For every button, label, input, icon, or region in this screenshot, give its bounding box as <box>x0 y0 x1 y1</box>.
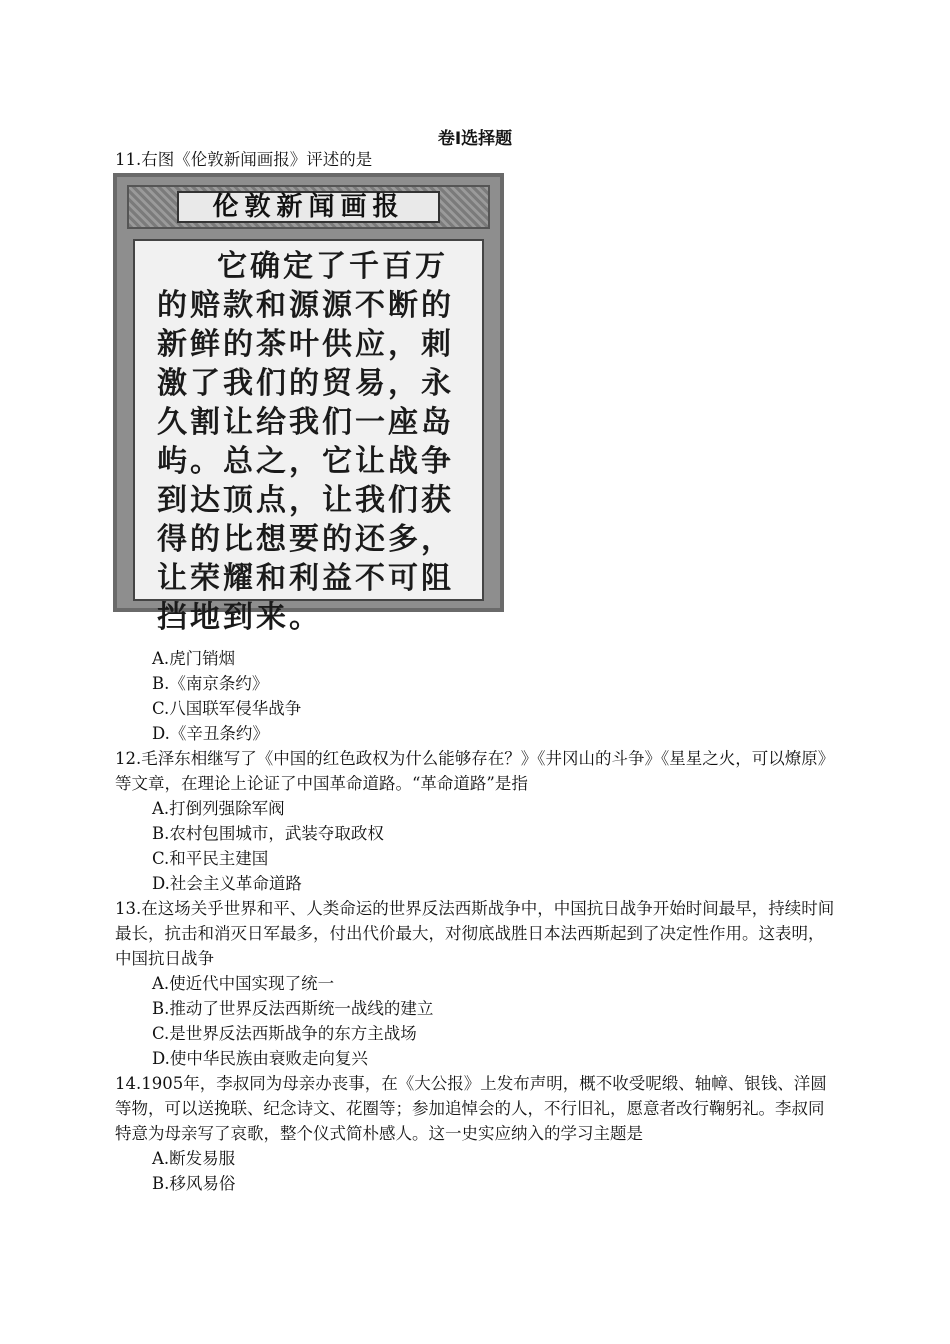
option-a: A.断发易服 <box>152 1149 236 1168</box>
option-d: D.社会主义革命道路 <box>152 874 302 893</box>
question-14 <box>115 1071 835 1196</box>
option-a: A.使近代中国实现了统一 <box>152 974 335 993</box>
option-b: B.《南京条约》 <box>152 674 269 693</box>
newspaper-title: 伦敦新闻画报 <box>177 191 440 223</box>
option-c: C.是世界反法西斯战争的东方主战场 <box>152 1024 417 1043</box>
question-11 <box>115 147 835 172</box>
newspaper-body-text: 它确定了千百万的赔款和源源不断的新鲜的茶叶供应，刺激了我们的贸易，永久割让给我们一座岛屿。总之，它让战争到达顶点，让我们获得的比想要的还多，让荣耀和利益不可阻挡地到来。 <box>133 239 484 601</box>
question-11-options <box>115 646 835 746</box>
question-13 <box>115 896 835 1071</box>
option-b: B.移风易俗 <box>152 1174 236 1193</box>
option-b: B.农村包围城市，武装夺取政权 <box>152 824 384 843</box>
option-a: A.打倒列强除军阀 <box>152 799 285 818</box>
question-stem: 12.毛泽东相继写了《中国的红色政权为什么能够存在？》《井冈山的斗争》《星星之火，可以燎原》等文章，在理论上论证了中国革命道路。“革命道路”是指 <box>115 749 835 793</box>
option-a: A.虎门销烟 <box>152 649 236 668</box>
newspaper-header <box>127 185 490 229</box>
question-stem: 13.在这场关乎世界和平、人类命运的世界反法西斯战争中，中国抗日战争开始时间最早，持续时间最长，抗击和消灭日军最多，付出代价最大，对彻底战胜日本法西斯起到了决定性作用。这表明，中国抗日战争 <box>115 899 835 968</box>
question-12 <box>115 746 835 896</box>
option-d: D.《辛丑条约》 <box>152 724 269 743</box>
section-title: 卷Ⅰ选择题 <box>437 129 513 149</box>
option-c: C.和平民主建国 <box>152 849 269 868</box>
question-stem: 11.右图《伦敦新闻画报》评述的是 <box>115 150 373 169</box>
option-d: D.使中华民族由衰败走向复兴 <box>152 1049 368 1068</box>
question-stem: 14.1905年，李叔同为母亲办丧事，在《大公报》上发布声明，概不收受呢缎、轴幛、银钱、洋圆等物，可以送挽联、纪念诗文、花圈等；参加追悼会的人，不行旧礼，愿意者改行鞠躬礼。李叔同特意为母亲写了哀歌，整个仪式简朴感人。这一史实应纳入的学习主题是 <box>115 1074 827 1143</box>
option-c: C.八国联军侵华战争 <box>152 699 302 718</box>
newspaper-clipping-image <box>113 173 504 635</box>
option-b: B.推动了世界反法西斯统一战线的建立 <box>152 999 434 1018</box>
